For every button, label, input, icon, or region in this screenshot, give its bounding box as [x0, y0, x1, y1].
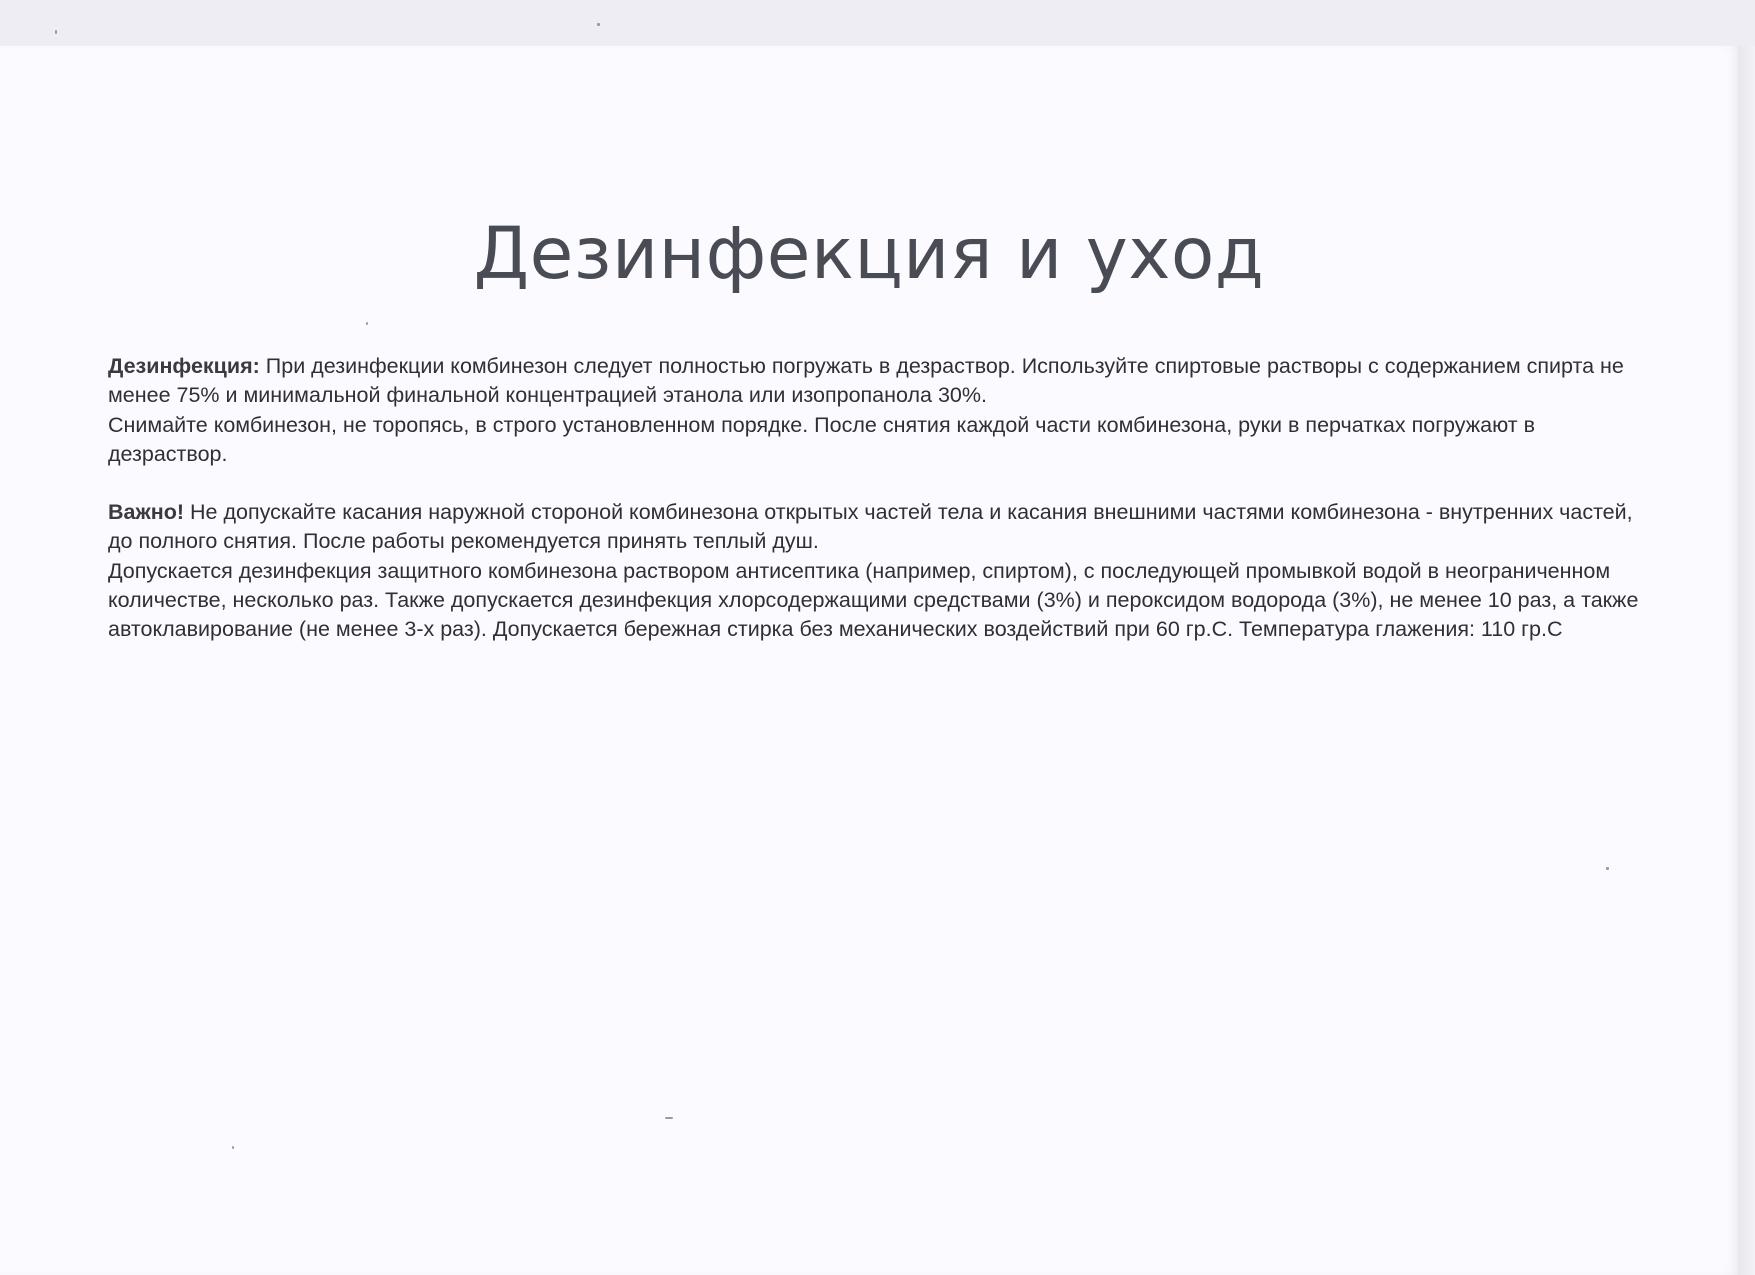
- paragraph-important: [108, 498, 1648, 557]
- paragraph-care: Допускается дезинфекция защитного комбинезона раствором антисептика (например, спиртом), с последующей промывкой водой в неограниченном количестве, несколько раз. Также допускается дезинфекция хлорсодержащими средствами (3%) и пероксидом водорода (3%), не менее 10 раз, а также автоклавирование (не менее 3-х раз). Допускается бережная стирка без механических воздействий при 60 гр.С. Температура глажения: 110 гр.С: [108, 558, 1639, 642]
- paragraph-removal: Снимайте комбинезон, не торопясь, в строго установленном порядке. После снятия каждой части комбинезона, руки в перчатках погружают в дезраствор.: [108, 412, 1535, 466]
- document-body: [108, 352, 1648, 645]
- scan-speck: [1606, 867, 1609, 870]
- scan-speck: [665, 1117, 673, 1119]
- scan-speck: [366, 322, 368, 325]
- important-text: Не допускайте касания наружной стороной комбинезона открытых частей тела и касания внешними частями комбинезона - внутренних частей, до полного снятия. После работы рекомендуется принять теплый душ.: [108, 500, 1633, 554]
- scan-speck: [232, 1146, 234, 1149]
- important-label: Важно!: [108, 500, 185, 525]
- page-title: Дезинфекция и уход: [473, 212, 1265, 295]
- scan-speck: [55, 30, 57, 34]
- page-edge-shadow: [1738, 46, 1755, 1275]
- disinfection-label: Дезинфекция:: [108, 354, 260, 378]
- scan-speck: [597, 23, 600, 26]
- disinfection-text: При дезинфекции комбинезон следует полностью погружать в дезраствор. Используйте спиртовые растворы с содержанием спирта не менее 75% и минимальной финальной концентрацией этанола или изопропанола 30%.: [108, 354, 1624, 408]
- paragraph-disinfection: [108, 352, 1648, 411]
